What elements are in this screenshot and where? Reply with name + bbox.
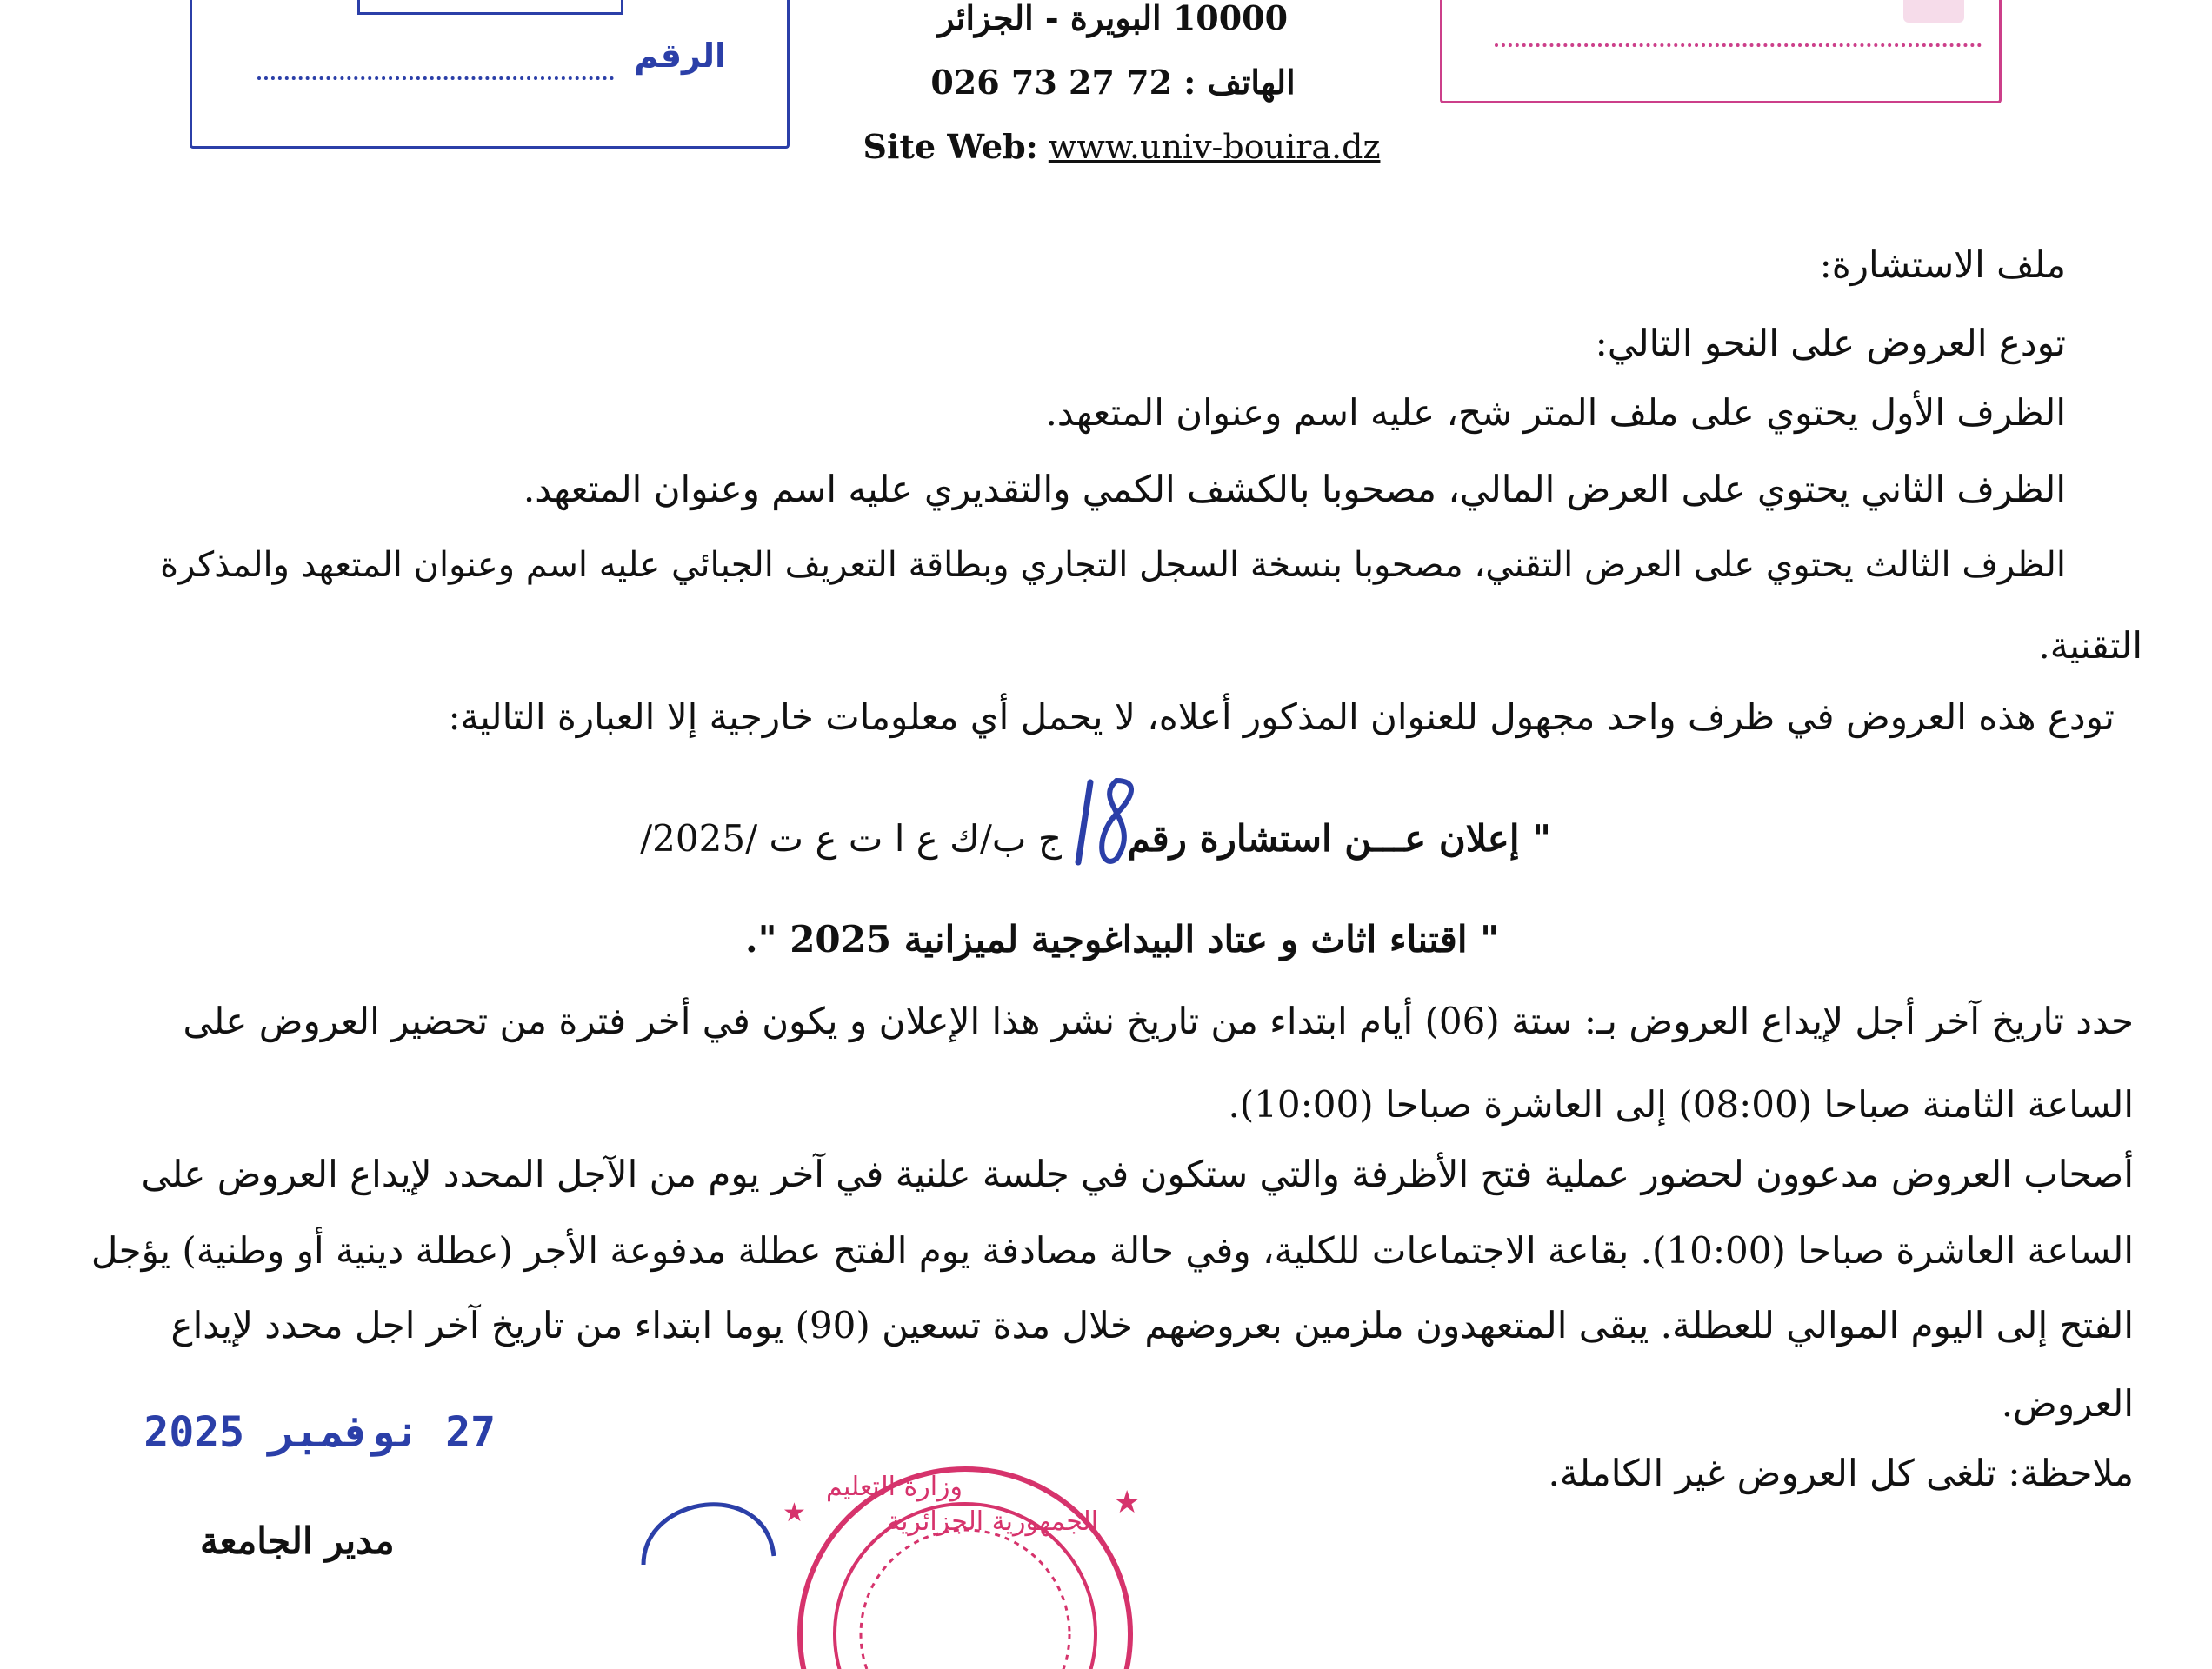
envelope-3a: الظرف الثالث يحتوي على العرض التقني، مصحوبا بنسخة السجل التجاري وبطاقة التعريف الجبائي عليه اسم وعنوان المتعهد والمذكرة — [160, 545, 2066, 585]
number-stamp-box — [190, 0, 790, 149]
date-stamp: 27 نوفمبر 2025 — [143, 1408, 496, 1457]
deadline-b: الساعة الثامنة صباحا (08:00) إلى العاشرة صباحا (10:00). — [1228, 1083, 2134, 1126]
announce-prefix: " إعلان عـــن استشارة رقم — [1127, 817, 1551, 860]
number-label: الرقم — [634, 37, 726, 75]
seal-text: الجمهورية الجزائرية — [887, 1506, 1099, 1537]
website-link[interactable]: www.univ-bouira.dz — [1048, 128, 1381, 166]
invite-b: الساعة العاشرة صباحا (10:00). بقاعة الاجتماعات للكلية، وفي حالة مصادفة يوم الفتح عطلة مدفوعة الأجر (عطلة دينية أو وطنية) يؤجل — [90, 1229, 2134, 1272]
header-city: 10000 البويرة - الجزائر — [937, 0, 1289, 37]
arrival-stamp-box — [1440, 0, 2002, 103]
website-label: Site Web: — [863, 127, 1038, 166]
consult-file-heading: ملف الاستشارة: — [1819, 243, 2066, 286]
deposit-intro: تودع العروض على النحو التالي: — [1595, 322, 2066, 364]
deadline-a: حدد تاريخ آخر أجل لإيداع العروض بـ: ستة (06) أيام ابتداء من تاريخ نشر هذا الإعلان و يكون في أخر فترة من تحضير العروض على — [183, 1000, 2134, 1042]
seal-star: ★ — [1113, 1485, 1142, 1520]
arrival-dotted-line — [1495, 43, 1982, 47]
seal-star-left: ★ — [783, 1498, 806, 1528]
envelope-2: الظرف الثاني يحتوي على العرض المالي، مصحوبا بالكشف الكمي والتقديري عليه اسم وعنوان المتعهد. — [523, 468, 2066, 510]
signature-stroke — [643, 1505, 774, 1565]
invite-d: العروض. — [2001, 1382, 2134, 1425]
invite-c: الفتح إلى اليوم الموالي للعطلة. يبقى المتعهدون ملزمين بعروضهم خلال مدة تسعين (90) يوما ابتداء من تاريخ آخر اجل محدد لإيداع — [170, 1304, 2134, 1347]
header-phone: الهاتف : 72 27 73 026 — [930, 63, 1296, 102]
envelope-1: الظرف الأول يحتوي على ملف المتر شح، عليه اسم وعنوان المتعهد. — [1045, 391, 2066, 434]
envelope-3b: التقنية. — [2038, 624, 2142, 667]
seal-ministry: وزارة التعليم — [826, 1472, 963, 1502]
announce-suffix: /ج ب/ك ع ا ت ع ت /2025 — [640, 817, 1062, 860]
subject-line: " اقتناء اثاث و عتاد البيداغوجية لميزانية 2025 ". — [745, 918, 1499, 961]
official-seal — [626, 1460, 1269, 1669]
header-website — [861, 127, 1382, 166]
number-dotted-line — [257, 76, 614, 80]
note-line: ملاحظة: تلغى كل العروض غير الكاملة. — [1548, 1452, 2134, 1494]
director-title: مدير الجامعة — [200, 1519, 395, 1562]
handwritten-number — [1066, 775, 1153, 871]
stamp-inner-box — [357, 0, 623, 15]
invite-a: أصحاب العروض مدعوون لحضور عملية فتح الأظرفة والتي ستكون في جلسة علنية في آخر يوم من الآجل المحدد لإيداع العروض على — [141, 1153, 2134, 1195]
faded-stamp-mark — [1903, 0, 1964, 23]
single-envelope: تودع هذه العروض في ظرف واحد مجهول للعنوان المذكور أعلاه، لا يحمل أي معلومات خارجية إلا العبارة التالية: — [448, 695, 2115, 738]
